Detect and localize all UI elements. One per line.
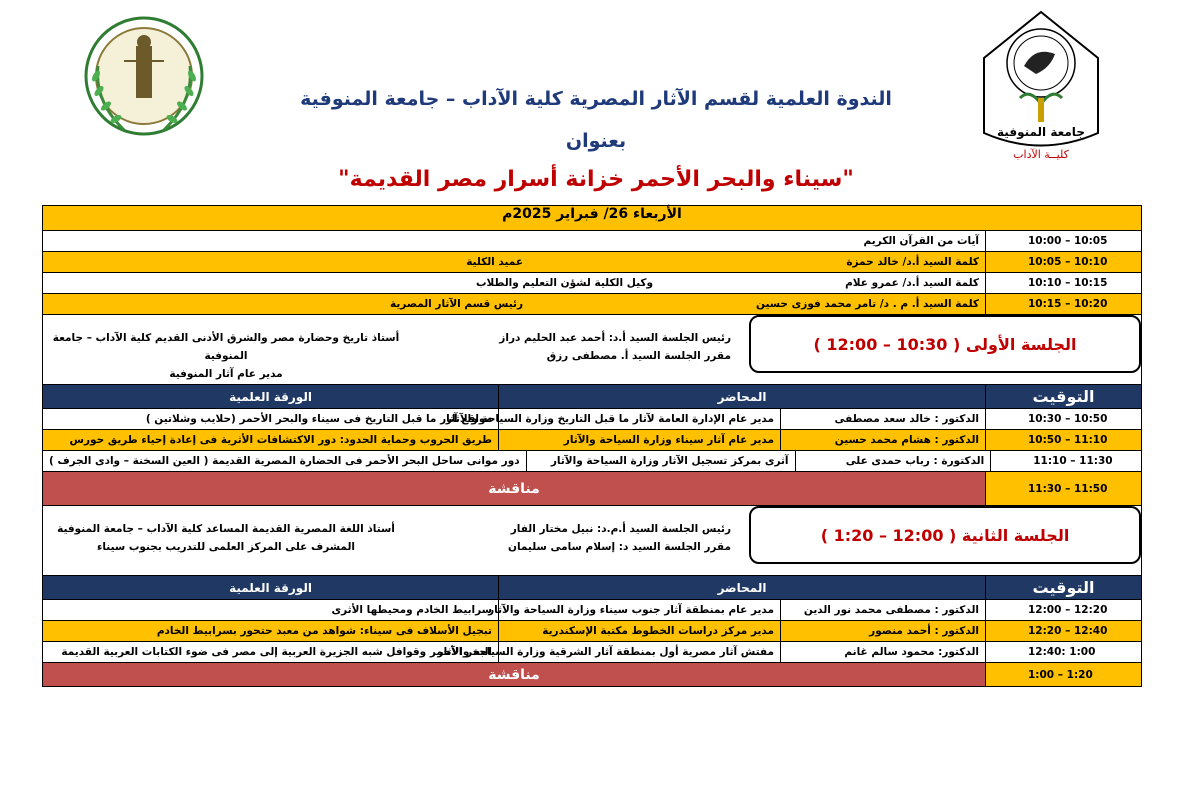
- talk-speaker-name: الدكتورة : رباب حمدى على: [795, 451, 991, 471]
- session-2-header-row: [42, 576, 1142, 600]
- program-date: [42, 205, 1142, 231]
- talk-paper-title: طريق الحروب وحماية الحدود: دور الاكتشافات الأثرية فى إعادة إحياء طريق حورس: [69, 434, 492, 446]
- program-date-text: الأربعاء 26/ فبراير 2025م: [502, 206, 682, 222]
- talk-row: [42, 642, 1142, 663]
- discussion-label: مناقشة: [43, 472, 985, 505]
- session-2-chairs: [508, 520, 731, 556]
- session-2-chair-description: [46, 520, 406, 556]
- talk-speaker-role: آثرى بمركز تسجيل الآثار وزارة السياحة والآثار: [526, 451, 795, 471]
- session-2-title: الجلسة الثانية ( 12:00 – 1:20 ): [749, 506, 1141, 564]
- logo-faculty-name: كليــة الآداب: [1013, 148, 1069, 161]
- talk-time: 12:00 – 12:20: [985, 600, 1141, 620]
- page-header: [0, 0, 1192, 205]
- page-subtitle: بعنوان: [565, 130, 627, 152]
- session-1-header-row: [42, 385, 1142, 409]
- talk-paper-title: دور موانى ساحل البحر الأحمر فى الحضارة المصرية القديمة ( العين السخنة – وادى الجرف ): [49, 455, 520, 467]
- opening-time: 10:15 – 10:20: [985, 294, 1141, 314]
- opening-row: [42, 273, 1142, 294]
- opening-item: كلمة السيد أ.د/ خالد حمزة: [846, 256, 979, 268]
- speaker-column-header: المحاضر: [498, 385, 985, 408]
- talk-time: 12:20 – 12:40: [985, 621, 1141, 641]
- talk-time: 12:40: 1:00: [985, 642, 1141, 662]
- talk-speaker-name: الدكتور : مصطفى محمد نور الدين: [780, 600, 985, 620]
- opening-row: [42, 231, 1142, 252]
- paper-column-header: الورقة العلمية: [229, 580, 312, 595]
- speaker-column-header: المحاضر: [498, 576, 985, 599]
- session-1-title: الجلسة الأولى ( 10:30 – 12:00 ): [749, 315, 1141, 373]
- discussion-row: [42, 472, 1142, 506]
- talk-row: [42, 600, 1142, 621]
- symposium-title: "سيناء والبحر الأحمر خزانة أسرار مصر القديمة": [338, 167, 854, 192]
- session-2-rapporteur: مقرر الجلسة السيد د: إسلام سامى سليمان: [507, 541, 731, 553]
- talk-row: [42, 409, 1142, 430]
- talk-time: 11:10 – 11:30: [990, 451, 1141, 471]
- talk-speaker-role: مدير عام بمنطقة آثار جنوب سيناء وزارة السياحة والآثار: [498, 600, 780, 620]
- session-1-chair-description: [46, 329, 406, 383]
- talk-paper-title: البحر الأحمر وقوافل شبه الجزيرة العربية إلى مصر فى ضوء الكتابات العربية القديمة: [61, 646, 492, 658]
- session-1-info: [42, 315, 1142, 385]
- program-table: [42, 205, 1142, 687]
- talk-speaker-name: الدكتور : خالد سعد مصطفى: [780, 409, 985, 429]
- session-2-chair-desc-line1: أستاذ اللغة المصرية القديمة المساعد كلية الآداب – جامعة المنوفية: [57, 523, 395, 535]
- session-2-chair-desc-line2: المشرف على المركز العلمى للتدريب بجنوب سيناء: [97, 541, 355, 553]
- opening-row: [42, 294, 1142, 315]
- session-1-rapporteur: مقرر الجلسة السيد أ. مصطفى رزق: [546, 350, 731, 362]
- paper-column-header: الورقة العلمية: [229, 389, 312, 404]
- session-1-chair-desc-line2: مدير عام آثار المنوفية: [169, 368, 283, 380]
- opening-item: كلمة السيد أ. م . د/ تامر محمد فوزى حسين: [756, 298, 979, 310]
- opening-role: عميد الكلية: [466, 256, 523, 268]
- talk-row: [42, 430, 1142, 451]
- session-2-info: [42, 506, 1142, 576]
- talk-speaker-name: الدكتور : هشام محمد حسين: [780, 430, 985, 450]
- opening-time: 10:00 – 10:05: [985, 231, 1141, 251]
- session-1-chair-desc-line1: أستاذ تاريخ وحضارة مصر والشرق الأدنى القديم كلية الآداب – جامعة المنوفية: [52, 332, 400, 362]
- talk-speaker-role: مفتش آثار مصرية أول بمنطقة آثار الشرقية وزارة السياحة والآثار: [498, 642, 780, 662]
- opening-item: كلمة السيد أ.د/ عمرو علام: [845, 277, 979, 289]
- time-column-header: التوقيت: [985, 576, 1141, 599]
- discussion-time: 11:30 – 11:50: [985, 472, 1141, 505]
- session-2-chair: رئيس الجلسة السيد أ.م.د: نبيل مختار الفار: [510, 523, 731, 535]
- opening-time: 10:10 – 10:15: [985, 273, 1141, 293]
- talk-speaker-role: مدير مركز دراسات الخطوط مكتبة الإسكندرية: [498, 621, 780, 641]
- opening-role: رئيس قسم الآثار المصرية: [390, 298, 523, 310]
- discussion-row: [42, 663, 1142, 687]
- talk-paper-title: تبجيل الأسلاف فى سيناء: شواهد من معبد حتحور بسرابيط الخادم: [156, 625, 492, 637]
- talk-time: 10:30 – 10:50: [985, 409, 1141, 429]
- opening-role: وكيل الكلية لشؤن التعليم والطلاب: [475, 277, 653, 289]
- time-column-header: التوقيت: [985, 385, 1141, 408]
- talk-speaker-name: الدكتور : أحمد منصور: [780, 621, 985, 641]
- session-1-chair: رئيس الجلسة السيد أ.د: أحمد عبد الحليم دراز: [499, 332, 731, 344]
- logo-university-name: جامعة المنوفية: [997, 125, 1085, 139]
- talk-speaker-role: مدير عام الإدارة العامة لآثار ما قبل التاريخ وزارة السياحة والآثار: [498, 409, 780, 429]
- session-1-chairs: [499, 329, 731, 365]
- menoufia-university-logo-icon: [980, 8, 1102, 168]
- page-title: الندوة العلمية لقسم الآثار المصرية كلية الآداب – جامعة المنوفية: [300, 88, 892, 110]
- talk-speaker-name: الدكتور: محمود سالم غانم: [780, 642, 985, 662]
- archaeology-department-logo-icon: [84, 6, 204, 154]
- talk-speaker-role: مدير عام آثار سيناء وزارة السياحة والآثار: [498, 430, 780, 450]
- opening-time: 10:05 – 10:10: [985, 252, 1141, 272]
- talk-paper-title: سرابيط الخادم ومحيطها الأثرى: [331, 604, 492, 616]
- opening-row: [42, 252, 1142, 273]
- talk-row: [42, 451, 1142, 472]
- talk-row: [42, 621, 1142, 642]
- discussion-time: 1:00 – 1:20: [985, 663, 1141, 686]
- discussion-label: مناقشة: [43, 663, 985, 686]
- opening-item: آيات من القرآن الكريم: [863, 235, 979, 247]
- talk-time: 10:50 – 11:10: [985, 430, 1141, 450]
- talk-paper-title: مواقع آثار ما قبل التاريخ فى سيناء والبحر الأحمر (حلايب وشلاتين ): [145, 413, 492, 425]
